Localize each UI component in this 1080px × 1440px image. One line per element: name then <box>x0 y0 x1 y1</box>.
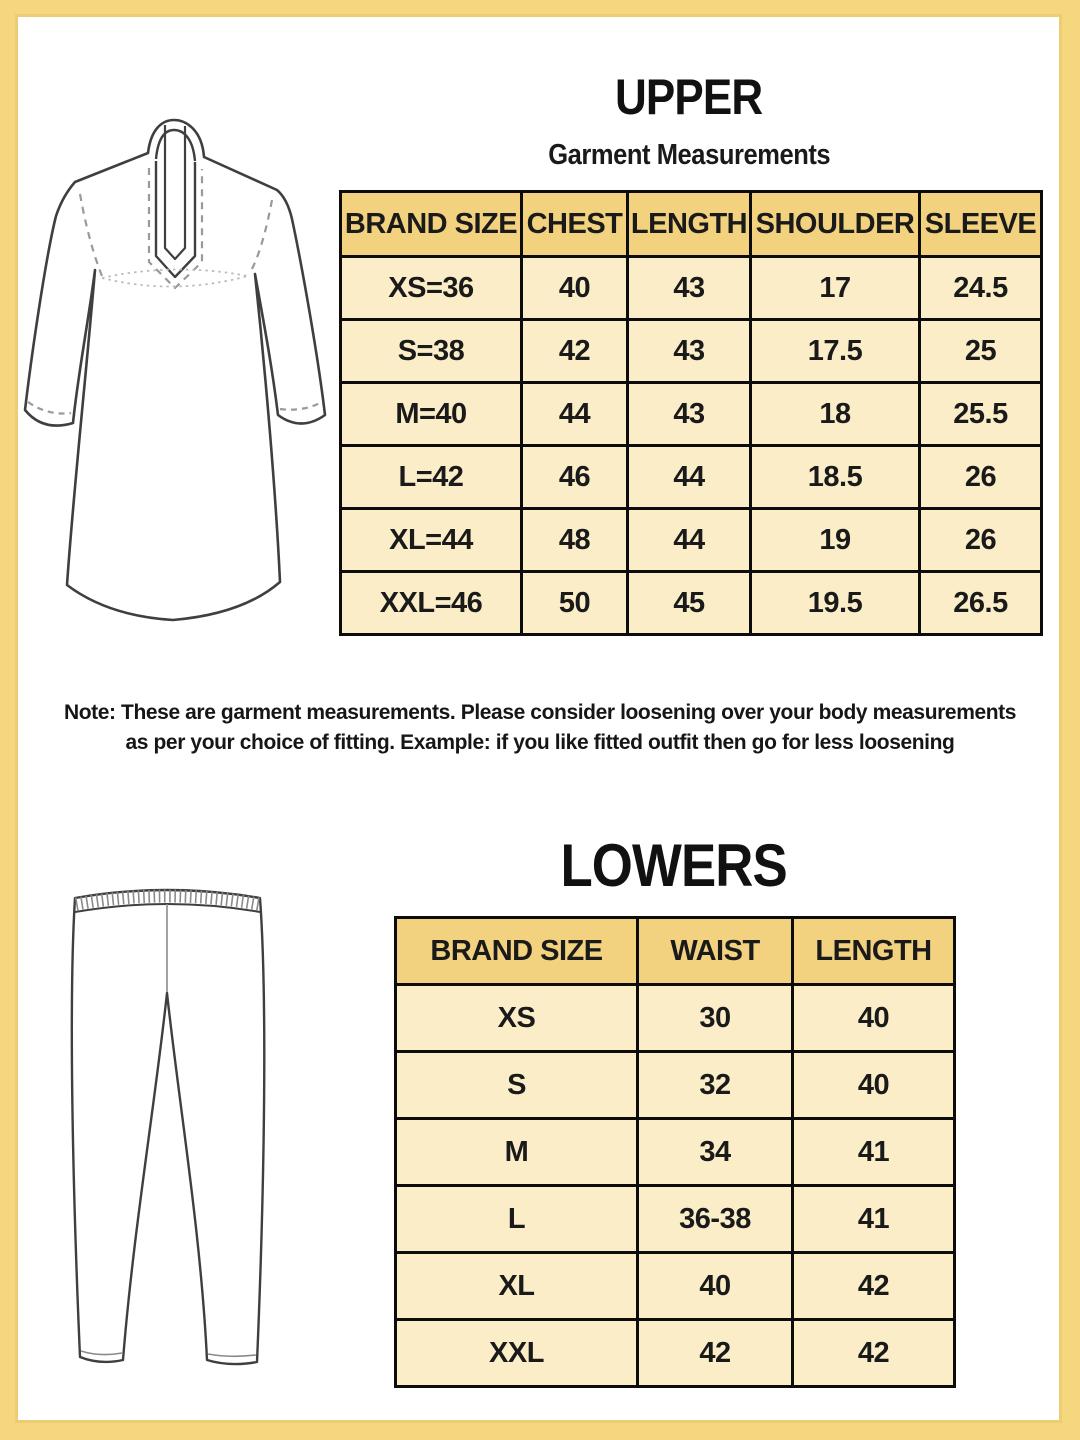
table-cell: 40 <box>793 1052 955 1119</box>
upper-subtitle-text: Garment Measurements <box>548 139 830 171</box>
table-cell: XXL <box>396 1320 638 1387</box>
table-cell: 48 <box>522 509 628 572</box>
table-cell: 18.5 <box>751 446 920 509</box>
kurta-line-drawing-icon <box>18 116 334 632</box>
table-row <box>341 383 1042 446</box>
table-cell: L <box>396 1186 638 1253</box>
table-cell: XL <box>396 1253 638 1320</box>
table-cell: XS=36 <box>341 257 522 320</box>
lowers-section-title <box>394 832 953 899</box>
table-cell: 19.5 <box>751 572 920 635</box>
table-cell: L=42 <box>341 446 522 509</box>
upper-col-header: SLEEVE <box>920 192 1042 257</box>
table-cell: 42 <box>793 1320 955 1387</box>
table-cell: 42 <box>522 320 628 383</box>
table-cell: 17.5 <box>751 320 920 383</box>
upper-section-title <box>339 69 1039 125</box>
table-cell: M=40 <box>341 383 522 446</box>
table-row <box>396 1253 955 1320</box>
lowers-col-header: BRAND SIZE <box>396 918 638 985</box>
table-cell: 26 <box>920 446 1042 509</box>
table-cell: 42 <box>793 1253 955 1320</box>
table-row <box>396 1119 955 1186</box>
table-row <box>341 320 1042 383</box>
table-cell: 40 <box>522 257 628 320</box>
table-cell: 40 <box>793 985 955 1052</box>
table-cell: 41 <box>793 1186 955 1253</box>
upper-col-header: BRAND SIZE <box>341 192 522 257</box>
table-cell: 18 <box>751 383 920 446</box>
upper-title-text: UPPER <box>615 69 763 125</box>
table-cell: 25.5 <box>920 383 1042 446</box>
table-cell: 34 <box>638 1119 793 1186</box>
table-cell: 36-38 <box>638 1186 793 1253</box>
table-cell: 24.5 <box>920 257 1042 320</box>
upper-measurements-table <box>339 190 1043 636</box>
table-cell: 19 <box>751 509 920 572</box>
table-cell: XXL=46 <box>341 572 522 635</box>
table-cell: 44 <box>522 383 628 446</box>
table-row <box>396 985 955 1052</box>
upper-table-header-row <box>341 192 1042 257</box>
table-cell: 45 <box>628 572 751 635</box>
table-row <box>396 1052 955 1119</box>
table-cell: 40 <box>638 1253 793 1320</box>
table-row <box>396 1320 955 1387</box>
upper-col-header: CHEST <box>522 192 628 257</box>
table-cell: S=38 <box>341 320 522 383</box>
table-cell: S <box>396 1052 638 1119</box>
table-cell: 17 <box>751 257 920 320</box>
table-cell: 26.5 <box>920 572 1042 635</box>
table-cell: 46 <box>522 446 628 509</box>
table-cell: 44 <box>628 446 751 509</box>
lowers-title-text: LOWERS <box>560 832 787 899</box>
leggings-line-drawing-icon <box>70 874 266 1370</box>
table-cell: 44 <box>628 509 751 572</box>
lowers-col-header: LENGTH <box>793 918 955 985</box>
table-row <box>341 257 1042 320</box>
upper-col-header: SHOULDER <box>751 192 920 257</box>
table-cell: M <box>396 1119 638 1186</box>
lowers-table-header-row <box>396 918 955 985</box>
note-line-2: as per your choice of fitting. Example: if you like fitted outfit then go for less loosening <box>125 731 955 755</box>
table-cell: 43 <box>628 257 751 320</box>
lowers-col-header: WAIST <box>638 918 793 985</box>
table-cell: 50 <box>522 572 628 635</box>
measurement-note <box>35 698 1045 759</box>
upper-section-subtitle <box>339 140 1039 172</box>
upper-col-header: LENGTH <box>628 192 751 257</box>
table-cell: 41 <box>793 1119 955 1186</box>
table-row <box>341 572 1042 635</box>
table-row <box>341 509 1042 572</box>
table-cell: XS <box>396 985 638 1052</box>
table-row <box>341 446 1042 509</box>
lowers-measurements-table <box>394 916 956 1388</box>
table-cell: XL=44 <box>341 509 522 572</box>
table-row <box>396 1186 955 1253</box>
table-cell: 32 <box>638 1052 793 1119</box>
table-cell: 26 <box>920 509 1042 572</box>
table-cell: 25 <box>920 320 1042 383</box>
table-cell: 42 <box>638 1320 793 1387</box>
table-cell: 30 <box>638 985 793 1052</box>
note-line-1: Note: These are garment measurements. Please consider loosening over your body measurements <box>63 701 1017 724</box>
table-cell: 43 <box>628 383 751 446</box>
table-cell: 43 <box>628 320 751 383</box>
